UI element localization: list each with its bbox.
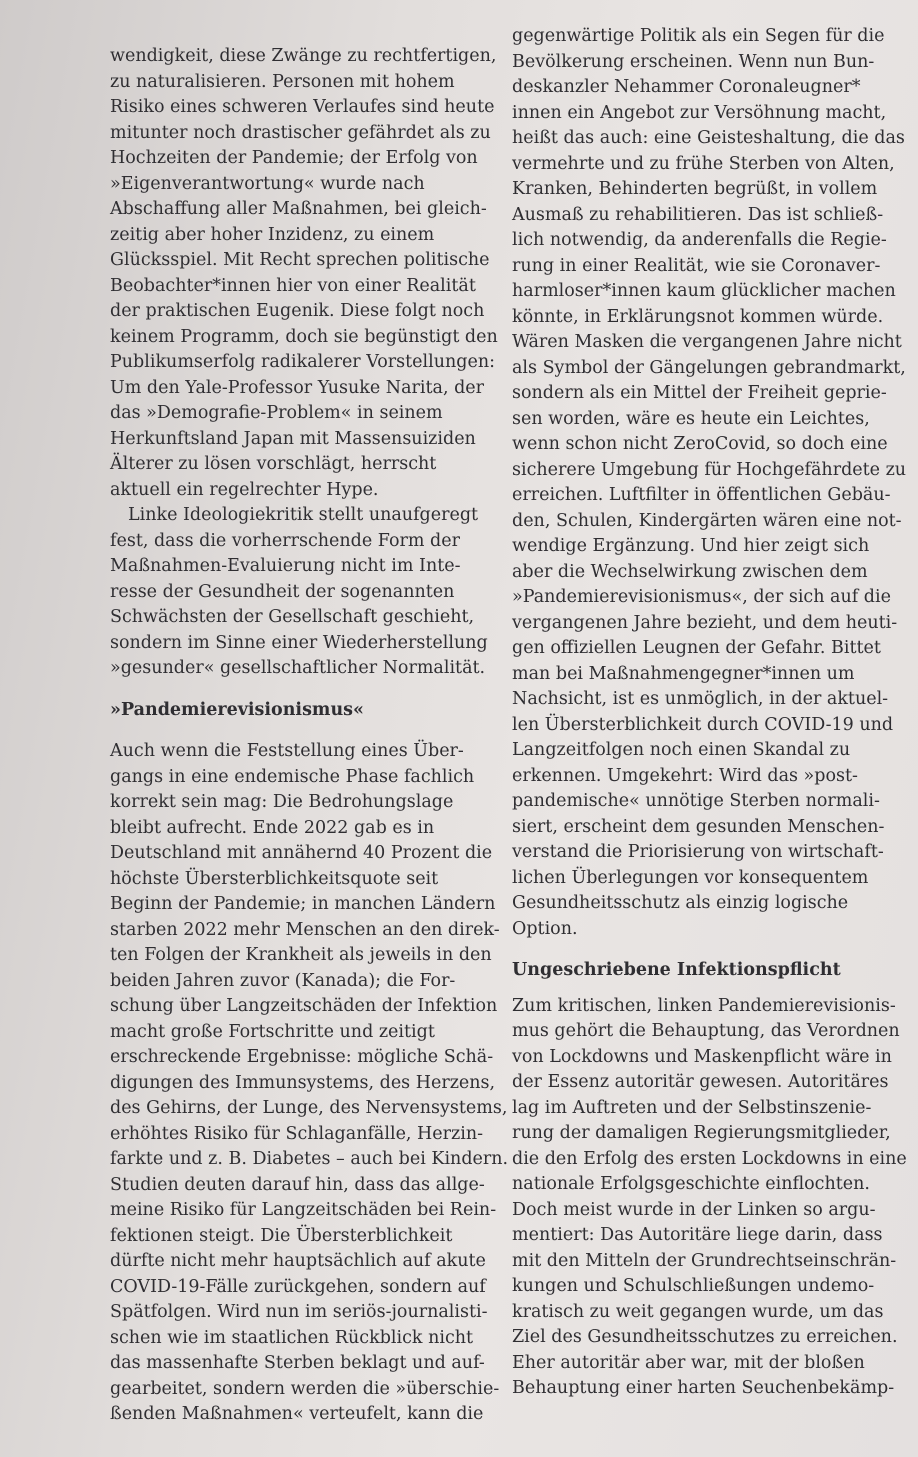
text-line: Beginn der Pandemie; in manchen Ländern: [110, 894, 496, 914]
text-line: wendige Ergänzung. Und hier zeigt sich: [512, 536, 870, 556]
left-column: [110, 44, 509, 1428]
text-line: schung über Langzeitschäden der Infektion: [110, 996, 498, 1016]
text-line: Behauptung einer harten Seuchenbekämp-: [512, 1378, 895, 1398]
text-line: kratisch zu weit gegangen wurde, um das: [512, 1301, 884, 1322]
text-line: mus gehört die Behauptung, das Verordnen: [512, 1021, 900, 1041]
text-line: wenn schon nicht ZeroCovid, so doch eine: [512, 434, 888, 454]
text-line: erkennen. Umgekehrt: Wird das »post-: [512, 765, 858, 786]
section-heading: »Pandemierevisionismus«: [110, 699, 364, 720]
text-line: als Symbol der Gängelungen gebrandmarkt,: [512, 357, 906, 378]
text-line: Publikumserfolg radikalerer Vorstellungen:: [110, 352, 495, 372]
text-line: meine Risiko für Langzeitschäden bei Rein-: [110, 1200, 497, 1220]
text-line: zu naturalisieren. Personen mit hohem: [110, 71, 455, 92]
right-column: [512, 24, 907, 1402]
text-line: sondern als ein Mittel der Freiheit geprie-: [512, 383, 887, 403]
text-line: die den Erfolg des ersten Lockdowns in eine: [512, 1148, 907, 1169]
text-line: Herkunftsland Japan mit Massensuiziden: [110, 428, 476, 449]
text-line: Hochzeiten der Pandemie; der Erfolg von: [110, 148, 478, 168]
text-line: nationale Erfolgsgeschichte einflochten.: [512, 1174, 870, 1194]
text-line: kungen und Schulschließungen undemo-: [512, 1276, 875, 1296]
text-line: Nachsicht, ist es unmöglich, in der aktuel-: [512, 689, 889, 709]
text-line: der Essenz autoritär gewesen. Autoritäres: [512, 1072, 889, 1092]
section-heading: Ungeschriebene Infektionspflicht: [512, 960, 841, 980]
text-line: verstand die Priorisierung von wirtschaft-: [512, 842, 884, 862]
text-line: beiden Jahren zuvor (Kanada); die For-: [110, 970, 456, 991]
text-line: lag im Auftreten und der Selbstinszenie-: [512, 1097, 872, 1118]
text-line: Bevölkerung erscheinen. Wenn nun Bun-: [512, 51, 875, 72]
text-line: deskanzler Nehammer Coronaleugner*: [512, 77, 861, 97]
text-line: dürfte nicht mehr hauptsächlich auf akute: [110, 1251, 486, 1271]
text-line: Abschaffung aller Maßnahmen, bei gleich-: [110, 199, 487, 219]
text-line: Linke Ideologiekritik stellt unaufgeregt: [128, 505, 479, 525]
text-line: wendigkeit, diese Zwänge zu rechtfertigen,: [110, 46, 497, 66]
text-line: Zum kritischen, linken Pandemierevisionis-: [512, 995, 896, 1016]
text-line: Option.: [512, 918, 578, 939]
text-line: Glücksspiel. Mit Recht sprechen politische: [110, 250, 490, 270]
text-line: sondern im Sinne einer Wiederherstellung: [110, 632, 488, 653]
text-line: lich notwendig, da anderenfalls die Regie-: [512, 230, 887, 250]
text-line: farkte und z. B. Diabetes – auch bei Kindern.: [110, 1149, 509, 1169]
text-line: COVID-19-Fälle zurückgehen, sondern auf: [110, 1276, 486, 1297]
text-line: sicherere Umgebung für Hochgefährdete zu: [512, 459, 907, 480]
text-line: pandemische« unnötige Sterben normali-: [512, 791, 880, 811]
text-line: heißt das auch: eine Geisteshaltung, die das: [512, 128, 905, 148]
text-line: zeitig aber hoher Inzidenz, zu einem: [110, 224, 435, 245]
text-line: mit den Mitteln der Grundrechtseinschrän-: [512, 1250, 897, 1271]
text-line: aktuell ein regelrechter Hype.: [110, 479, 379, 500]
text-line: Studien deuten darauf hin, dass das allge-: [110, 1174, 485, 1195]
text-line: fektionen steigt. Die Übersterblichkeit: [110, 1225, 453, 1246]
text-line: Älterer zu lösen vorschlägt, herrscht: [110, 454, 437, 474]
text-line: Ausmaß zu rehabilitieren. Das ist schließ-: [512, 204, 884, 225]
paragraph: [512, 24, 907, 942]
text-line: man bei Maßnahmengegner*innen um: [512, 663, 855, 684]
text-line: vermehrte und zu frühe Sterben von Alten,: [512, 153, 895, 174]
text-line: Maßnahmen-Evaluierung nicht im Inte-: [110, 556, 461, 576]
text-line: sen worden, wäre es heute ein Leichtes,: [512, 408, 870, 429]
text-line: »gesunder« gesellschaftlicher Normalität.: [110, 658, 486, 678]
text-line: digungen des Immunsystems, des Herzens,: [110, 1072, 496, 1093]
text-line: gen offiziellen Leugnen der Gefahr. Bittet: [512, 638, 881, 658]
text-line: mentiert: Das Autoritäre liege darin, dass: [512, 1225, 883, 1245]
text-line: erreichen. Luftfilter in öffentlichen Gebäu-: [512, 485, 891, 505]
text-line: Wären Masken die vergangenen Jahre nicht: [512, 332, 902, 352]
paragraph: [512, 994, 907, 1402]
paragraph: [110, 739, 509, 1428]
text-line: mitunter noch drastischer gefährdet als zu: [110, 122, 491, 143]
text-line: ßenden Maßnahmen« verteufelt, kann die: [110, 1404, 484, 1424]
text-line: Kranken, Behinderten begrüßt, in vollem: [512, 179, 878, 199]
text-line: starben 2022 mehr Menschen an den direk-: [110, 919, 500, 940]
text-line: schen wie im staatlichen Rückblick nicht: [110, 1327, 474, 1348]
text-line: Langzeitfolgen noch einen Skandal zu: [512, 740, 851, 760]
text-line: Ziel des Gesundheitsschutzes zu erreichen.: [512, 1327, 898, 1347]
text-line: korrekt sein mag: Die Bedrohungslage: [110, 792, 454, 812]
text-line: der praktischen Eugenik. Diese folgt noch: [110, 301, 485, 321]
text-line: bleibt aufrecht. Ende 2022 gab es in: [110, 817, 435, 838]
text-line: aber die Wechselwirkung zwischen dem: [512, 561, 868, 582]
text-line: erhöhtes Risiko für Schlaganfälle, Herzin-: [110, 1123, 484, 1144]
text-line: das »Demografie-Problem« in seinem: [110, 403, 443, 423]
text-line: des Gehirns, der Lunge, des Nervensystems,: [110, 1098, 508, 1118]
text-line: Risiko eines schweren Verlaufes sind heute: [110, 97, 495, 117]
text-line: Eher autoritär aber war, mit der bloßen: [512, 1352, 865, 1373]
text-line: gearbeitet, sondern werden die »überschie-: [110, 1378, 500, 1399]
text-line: gangs in eine endemische Phase fachlich: [110, 766, 475, 787]
text-line: Auch wenn die Feststellung eines Über-: [110, 741, 464, 761]
paragraph: [110, 44, 498, 503]
text-line: Gesundheitsschutz als einzig logische: [512, 893, 849, 913]
text-line: vergangenen Jahre bezieht, und dem heuti-: [512, 612, 898, 633]
text-line: macht große Fortschritte und zeitigt: [110, 1021, 435, 1042]
text-line: »Eigenverantwortung« wurde nach: [110, 173, 425, 194]
text-line: den, Schulen, Kindergärten wären eine not-: [512, 510, 902, 531]
text-line: innen ein Angebot zur Versöhnung macht,: [512, 102, 887, 123]
text-line: ten Folgen der Krankheit als jeweils in den: [110, 945, 492, 965]
text-line: erschreckende Ergebnisse: mögliche Schä-: [110, 1047, 494, 1067]
text-line: fest, dass die vorherrschende Form der: [110, 530, 460, 551]
text-line: harmloser*innen kaum glücklicher machen: [512, 281, 896, 301]
text-line: lichen Überlegungen vor konsequentem: [512, 867, 869, 888]
text-line: keinem Programm, doch sie begünstigt den: [110, 326, 498, 347]
text-line: Um den Yale-Professor Yusuke Narita, der: [110, 377, 485, 398]
text-line: Spätfolgen. Wird nun im seriös-journalisti-: [110, 1302, 488, 1322]
text-line: höchste Übersterblichkeitsquote seit: [110, 868, 439, 889]
text-line: rung der damaligen Regierungsmitglieder,: [512, 1123, 891, 1143]
text-line: rung in einer Realität, wie sie Coronaver-: [512, 255, 881, 276]
text-line: Doch meist wurde in der Linken so argu-: [512, 1199, 876, 1220]
text-line: len Übersterblichkeit durch COVID-19 und: [512, 714, 894, 735]
text-line: gegenwärtige Politik als ein Segen für die: [512, 26, 885, 46]
text-line: »Pandemierevisionismus«, der sich auf die: [512, 587, 891, 607]
text-line: resse der Gesundheit der sogenannten: [110, 581, 455, 602]
text-line: könnte, in Erklärungsnot kommen würde.: [512, 306, 884, 327]
text-line: von Lockdowns und Maskenpflicht wäre in: [512, 1046, 892, 1067]
text-line: Beobachter*innen hier von einer Realität: [110, 275, 476, 296]
text-line: das massenhafte Sterben beklagt und auf-: [110, 1353, 485, 1373]
text-line: siert, erscheint dem gesunden Menschen-: [512, 816, 885, 837]
text-line: Deutschland mit annähernd 40 Prozent die: [110, 843, 493, 863]
paragraph: [110, 503, 488, 682]
text-line: Schwächsten der Gesellschaft geschieht,: [110, 607, 475, 627]
